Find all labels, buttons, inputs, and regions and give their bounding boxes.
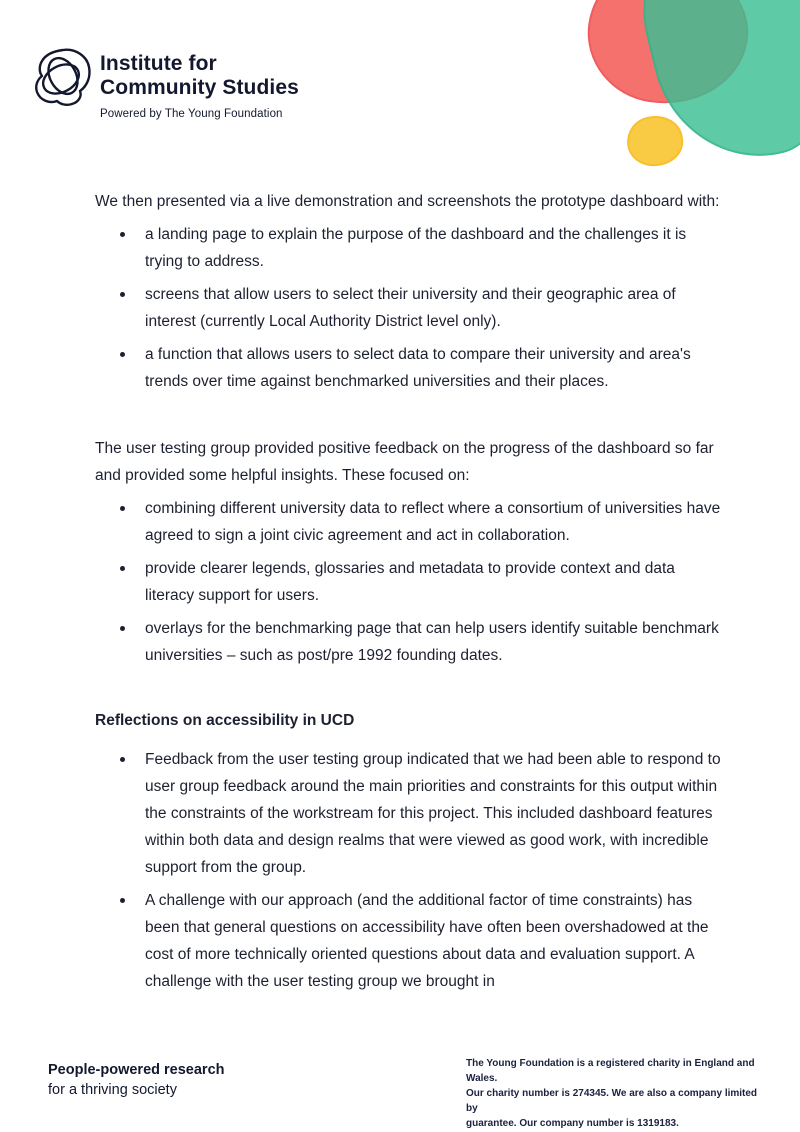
footer-charity-line: The Young Foundation is a registered charity in England and Wales. bbox=[466, 1058, 755, 1084]
dashboard-features-list bbox=[95, 221, 725, 395]
list-item: a function that allows users to select data to compare their university and area's trends over time against benchmarked universities and their places. bbox=[95, 341, 725, 395]
list-item: screens that allow users to select their university and their geographic area of interest (currently Local Authority District level only). bbox=[95, 281, 725, 335]
list-item: Feedback from the user testing group indicated that we had been able to respond to user group feedback around the main priorities and constraints for this output within the constraints of the workstream for this project. This included dashboard features within both data and design realms that were viewed as good work, with incredible support from the group. bbox=[95, 746, 725, 881]
logo-title-line1: Institute for bbox=[100, 52, 217, 75]
footer-charity-info bbox=[466, 1056, 766, 1131]
reflections-list bbox=[95, 746, 725, 995]
logo-title-line2: Community Studies bbox=[100, 76, 299, 99]
footer-strapline bbox=[48, 1060, 225, 1100]
yellow-blob-decoration bbox=[624, 112, 686, 169]
logo-tagline: Powered by The Young Foundation bbox=[100, 108, 283, 120]
logo-block bbox=[30, 45, 299, 120]
list-item: a landing page to explain the purpose of the dashboard and the challenges it is trying to address. bbox=[95, 221, 725, 275]
footer-strapline-regular: for a thriving society bbox=[48, 1082, 177, 1098]
list-item: overlays for the benchmarking page that can help users identify suitable benchmark universities – such as post/pre 1992 founding dates. bbox=[95, 615, 725, 669]
footer-charity-line: guarantee. Our company number is 1319183. bbox=[466, 1118, 679, 1129]
logo-text bbox=[100, 45, 299, 120]
list-item: provide clearer legends, glossaries and metadata to provide context and data literacy support for users. bbox=[95, 555, 725, 609]
list-item: combining different university data to reflect where a consortium of universities have agreed to sign a joint civic agreement and act in collaboration. bbox=[95, 495, 725, 549]
footer-charity-line: Our charity number is 274345. We are also a company limited by bbox=[466, 1088, 758, 1114]
section-heading: Reflections on accessibility in UCD bbox=[95, 712, 355, 729]
footer-strapline-bold: People-powered research bbox=[48, 1062, 225, 1078]
document-body bbox=[95, 188, 725, 995]
feedback-insights-list bbox=[95, 495, 725, 669]
list-item: A challenge with our approach (and the additional factor of time constraints) has been that general questions on accessibility have often been overshadowed at the cost of more technically oriented questions about data and evaluation support. A challenge with the user testing group we brought in bbox=[95, 887, 725, 995]
ics-rose-logo-icon bbox=[30, 45, 96, 111]
paragraph-feedback: The user testing group provided positive feedback on the progress of the dashboard so far and provided some helpful insights. These focused on: bbox=[95, 440, 714, 484]
paragraph-intro: We then presented via a live demonstration and screenshots the prototype dashboard with: bbox=[95, 193, 720, 210]
